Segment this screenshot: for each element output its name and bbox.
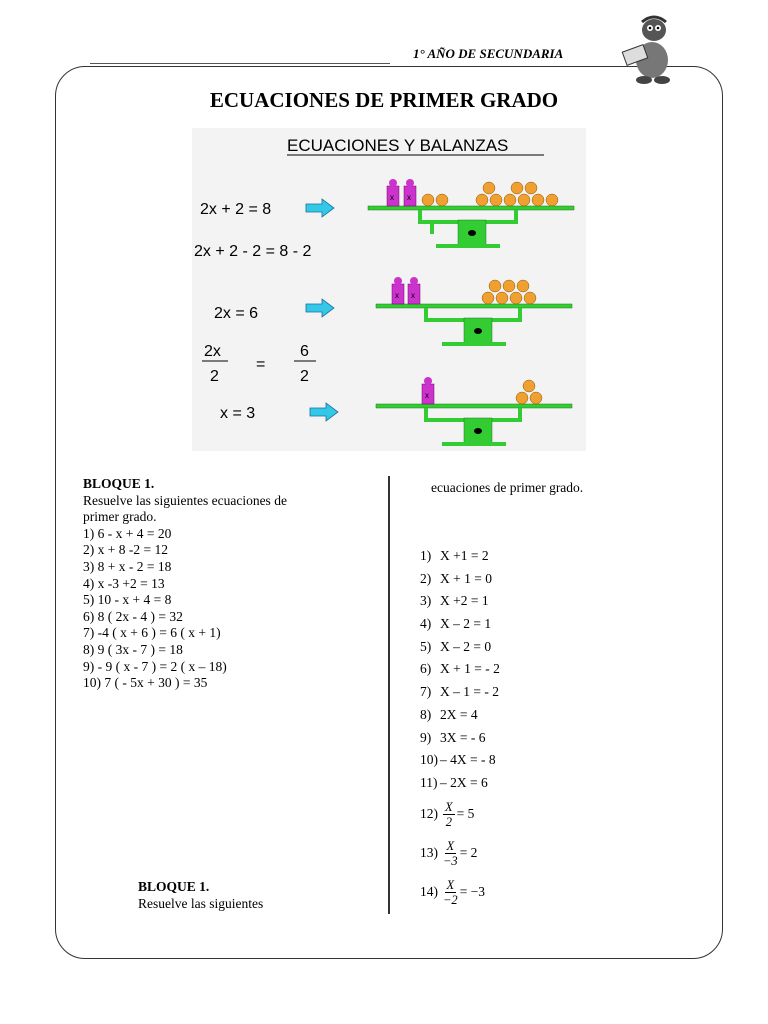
arrow-icon <box>310 403 338 421</box>
equation-item: 4) X – 2 = 1 <box>420 616 492 632</box>
right-intro-text: ecuaciones de primer grado. <box>431 480 584 495</box>
grade-label: 1° AÑO DE SECUNDARIA <box>413 46 564 61</box>
svg-text:x: x <box>395 291 399 300</box>
exercise-item: 6) 8 ( 2x - 4 ) = 32 <box>83 608 183 624</box>
fraction-equation-item: 13) $\frac{X}{-3}$ = 2 <box>420 838 478 868</box>
fraction-6: 6 <box>300 343 309 360</box>
fraction-6-denominator: 2 <box>300 368 309 385</box>
equation-item: 7) X – 1 = - 2 <box>420 684 499 700</box>
equation-item: 9) 3X = - 6 <box>420 729 486 745</box>
balance-illustration <box>192 128 586 451</box>
svg-text:x: x <box>407 193 411 202</box>
fraction: $\frac{X}{-3}$ <box>443 838 458 868</box>
header-rule <box>90 63 390 64</box>
balance-scale-3 <box>376 377 572 446</box>
illustration-title: ECUACIONES Y BALANZAS <box>287 136 509 155</box>
exercise-item: 8) 9 ( 3x - 7 ) = 18 <box>83 641 183 657</box>
weight-icon <box>422 377 434 404</box>
exercise-item: 9) - 9 ( x - 7 ) = 2 ( x – 18) <box>83 658 227 674</box>
page-title: ECUACIONES DE PRIMER GRADO <box>209 88 559 112</box>
equation-item: 11) – 2X = 6 <box>420 774 488 790</box>
fraction-2x: 2x <box>204 343 221 360</box>
weight-icon <box>387 179 399 206</box>
mascot-icon <box>612 10 682 86</box>
fraction: $\frac{X}{2}$ <box>445 799 453 829</box>
balance-scale-2 <box>376 277 572 346</box>
equation-3: 2x = 6 <box>214 305 259 322</box>
svg-text:x: x <box>390 193 394 202</box>
equation-2: 2x + 2 - 2 = 8 - 2 <box>194 243 312 260</box>
fraction-equals: = <box>256 356 266 373</box>
bloque2-section <box>138 879 263 912</box>
exercise-item: 3) 8 + x - 2 = 18 <box>83 558 172 574</box>
equation-item: 10) – 4X = - 8 <box>420 752 496 768</box>
exercise-item: 1) 6 - x + 4 = 20 <box>83 525 172 541</box>
bloque1-heading: BLOQUE 1. <box>83 476 155 491</box>
bloque2-heading: BLOQUE 1. <box>138 879 210 894</box>
arrow-icon <box>306 299 334 317</box>
arrow-icon <box>306 199 334 217</box>
fraction-2x-denominator: 2 <box>210 368 219 385</box>
equation-item: 2) X + 1 = 0 <box>420 570 492 586</box>
bloque1-instructions-line2: primer grado. <box>83 509 157 525</box>
weight-icon <box>404 179 416 206</box>
equation-item: 3) X +2 = 1 <box>420 593 489 609</box>
exercise-item: 4) x -3 +2 = 13 <box>83 575 165 591</box>
exercise-item: 5) 10 - x + 4 = 8 <box>83 592 172 608</box>
equation-5: x = 3 <box>220 405 256 422</box>
svg-text:x: x <box>411 291 415 300</box>
equation-item: 5) X – 2 = 0 <box>420 638 492 654</box>
weight-icon <box>408 277 420 304</box>
bloque1-section <box>83 476 383 692</box>
weight-icon <box>392 277 404 304</box>
equation-1: 2x + 2 = 8 <box>200 201 272 218</box>
fraction: $\frac{X}{-2}$ <box>443 877 458 907</box>
bloque2-instructions: Resuelve las siguientes <box>138 895 264 911</box>
equation-item: 8) 2X = 4 <box>420 706 478 722</box>
column-divider <box>388 476 390 914</box>
fraction-equation-item: 14) $\frac{X}{-2}$ = −3 <box>420 877 486 907</box>
balance-scale-1 <box>368 179 574 248</box>
fraction-equation-item: 12) $\frac{X}{2}$ = 5 <box>420 799 475 829</box>
exercise-item: 7) -4 ( x + 6 ) = 6 ( x + 1) <box>83 625 221 641</box>
equation-item: 1) X +1 = 2 <box>420 548 489 563</box>
equation-list <box>420 545 500 912</box>
exercise-item: 10) 7 ( - 5x + 30 ) = 35 <box>83 675 208 691</box>
equation-item: 6) X + 1 = - 2 <box>420 661 500 677</box>
exercise-item: 2) x + 8 -2 = 12 <box>83 542 168 558</box>
bloque1-instructions-line1: Resuelve las siguientes ecuaciones de <box>83 492 287 508</box>
svg-text:x: x <box>425 391 429 400</box>
